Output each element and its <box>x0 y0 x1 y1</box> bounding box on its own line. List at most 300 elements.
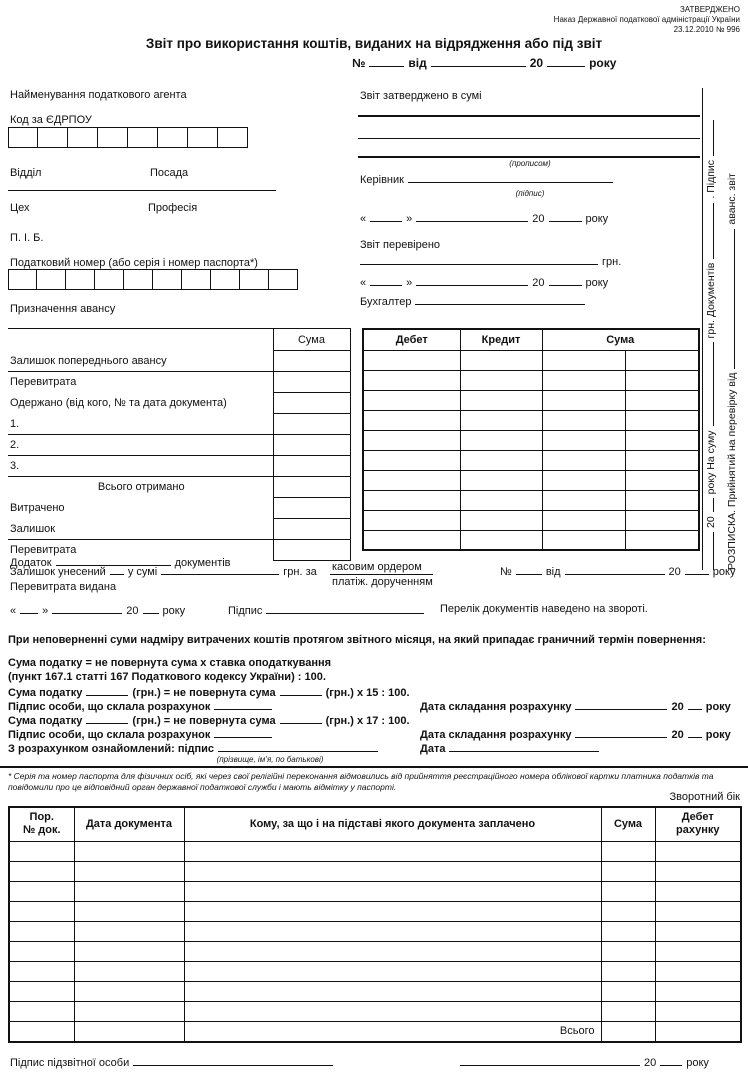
non-return-notice: При неповерненні суми надміру витрачених коштів протягом звітного місяця, на який припадає граничний термін повернення: <box>8 634 706 646</box>
sum-cell[interactable] <box>273 519 350 540</box>
fill-in-blank[interactable] <box>86 713 128 724</box>
line-text: грн. <box>602 256 622 268</box>
ledger-sum-cell[interactable] <box>542 510 625 530</box>
ledger-debit-cell[interactable] <box>363 510 460 530</box>
fill-in-blank[interactable] <box>110 564 124 575</box>
ledger-credit-cell[interactable] <box>460 490 542 510</box>
edrpou-cell[interactable] <box>8 127 38 148</box>
line-text: року <box>705 701 731 713</box>
expense-paid-to-cell[interactable] <box>184 941 601 961</box>
tax-calc-17-line <box>8 713 410 727</box>
ledger-credit-cell[interactable] <box>460 370 542 390</box>
ledger-credit-cell[interactable] <box>460 410 542 430</box>
sum-cell[interactable] <box>273 477 350 498</box>
ledger-sum-cell[interactable] <box>625 530 699 550</box>
sum-cell[interactable] <box>273 435 350 456</box>
line-text: Підпис підзвітної особи <box>10 1057 130 1069</box>
payment-method-options <box>330 561 433 588</box>
calc-author-signature-line <box>8 699 272 713</box>
expense-paid-to-cell[interactable] <box>184 841 601 861</box>
order-doc-line <box>500 564 735 578</box>
ledger-sum-cell[interactable] <box>542 370 625 390</box>
ledger-credit-cell[interactable] <box>460 350 542 370</box>
ledger-row <box>363 430 699 450</box>
calc-date-line <box>420 699 731 713</box>
deposited-line <box>10 564 317 578</box>
line-text: грн. за <box>283 566 317 578</box>
accountable-person-signature-line <box>10 1055 333 1069</box>
expense-sum-cell[interactable] <box>601 841 655 861</box>
expense-row <box>9 921 741 941</box>
expense-header-doc-date: Дата документа <box>74 807 184 841</box>
fill-in-blank[interactable] <box>133 1055 333 1066</box>
advance-purpose-label: Призначення авансу <box>10 303 116 315</box>
ledger-debit-cell[interactable] <box>363 350 460 370</box>
line-text: від <box>408 56 427 70</box>
sum-cell[interactable] <box>273 456 350 477</box>
payment-order-option: платіж. дорученням <box>332 576 433 588</box>
expense-paid-to-cell[interactable] <box>184 901 601 921</box>
line-text: Бухгалтер <box>360 296 412 308</box>
fill-in-blank[interactable] <box>370 275 402 286</box>
section-divider <box>0 766 748 768</box>
line-text: 20 <box>671 701 684 713</box>
fill-in-blank[interactable] <box>161 564 279 575</box>
back-side-label: Зворотний бік <box>669 791 740 803</box>
fill-in-blank[interactable] <box>565 564 665 575</box>
sum-cell[interactable] <box>273 393 350 414</box>
tax-number-label: Податковий номер (або серія і номер паспорта*) <box>10 257 258 269</box>
expense-paid-to-cell[interactable] <box>184 861 601 881</box>
edrpou-cell[interactable] <box>98 127 128 148</box>
expense-total-sum-cell[interactable] <box>601 1021 655 1042</box>
fill-in-blank[interactable] <box>360 254 598 265</box>
expense-sum-cell[interactable] <box>601 861 655 881</box>
line-text: « <box>10 605 17 617</box>
expense-doc-no-cell[interactable] <box>9 861 74 881</box>
fill-in-blank[interactable] <box>549 275 582 286</box>
ledger-sum-cell[interactable] <box>542 470 625 490</box>
receipt-stub-inner-line <box>704 88 725 570</box>
fill-in-blank[interactable] <box>214 727 272 738</box>
tax-number-cell[interactable] <box>8 269 37 290</box>
fill-in-blank[interactable] <box>408 172 613 183</box>
expense-doc-no-cell[interactable] <box>9 1021 74 1042</box>
edrpou-cell[interactable] <box>68 127 98 148</box>
footer-date-line <box>460 1055 709 1069</box>
fullname-label: П. І. Б. <box>10 232 44 244</box>
ledger-sum-cell[interactable] <box>625 470 699 490</box>
line-text: року <box>712 566 736 578</box>
tax-calc-15-line <box>8 685 410 699</box>
advance-row-label: Витрачено <box>10 502 65 514</box>
ledger-sum-cell[interactable] <box>625 350 699 370</box>
expense-paid-to-cell[interactable] <box>184 1001 601 1021</box>
line-text: З розрахунком ознайомлений: підпис <box>8 743 215 755</box>
fill-in-blank[interactable] <box>660 1055 682 1066</box>
checked-sum-line <box>360 254 621 268</box>
fill-in-blank[interactable] <box>688 727 702 738</box>
tax-number-cell[interactable] <box>95 269 124 290</box>
fill-in-blank[interactable] <box>704 120 714 156</box>
ledger-row <box>363 510 699 530</box>
expense-paid-to-cell[interactable] <box>184 981 601 1001</box>
ledger-debit-cell[interactable] <box>363 430 460 450</box>
edrpou-cells <box>8 127 248 148</box>
expense-sum-cell[interactable] <box>601 941 655 961</box>
ledger-row <box>363 450 699 470</box>
expense-sum-cell[interactable] <box>601 901 655 921</box>
line-text: 20 <box>668 566 681 578</box>
expense-row <box>9 841 741 861</box>
expense-doc-date-cell[interactable] <box>74 1021 184 1042</box>
report-checked-label: Звіт перевірено <box>360 239 441 251</box>
approved-sum-fill-line[interactable] <box>358 138 700 139</box>
tax-number-cell[interactable] <box>37 269 66 290</box>
full-name-hint: (прізвище, ім’я, по батькові) <box>216 755 324 764</box>
fill-in-blank[interactable] <box>214 699 272 710</box>
approved-sum-fill-line[interactable] <box>358 115 700 117</box>
expense-total-debit-cell[interactable] <box>655 1021 741 1042</box>
line-text: грн. Документів <box>705 262 717 339</box>
fill-in-blank[interactable] <box>575 699 667 710</box>
expense-doc-no-cell[interactable] <box>9 921 74 941</box>
ledger-sum-cell[interactable] <box>625 390 699 410</box>
acknowledged-signature-line <box>8 741 378 755</box>
line-text: » <box>406 213 413 225</box>
expense-table-header-row <box>9 807 741 841</box>
ledger-debit-cell[interactable] <box>363 370 460 390</box>
ledger-credit-cell[interactable] <box>460 510 542 530</box>
position-label: Посада <box>150 167 189 179</box>
approved-sum-fill-line[interactable] <box>358 156 700 158</box>
line-text: (грн.) х 17 : 100. <box>325 715 410 727</box>
fill-in-blank[interactable] <box>575 727 667 738</box>
line-text: Дата <box>420 743 446 755</box>
tax-number-cell[interactable] <box>240 269 269 290</box>
page-title: Звіт про використання коштів, виданих на відрядження або під звіт <box>145 36 603 51</box>
line-text: 20 <box>532 277 545 289</box>
expense-doc-date-cell[interactable] <box>74 901 184 921</box>
sum-cell[interactable] <box>273 414 350 435</box>
fill-in-blank[interactable] <box>52 603 122 614</box>
in-words-hint: (прописом) <box>509 159 551 168</box>
ledger-debit-cell[interactable] <box>363 530 460 550</box>
line-text: року <box>162 605 186 617</box>
expense-doc-date-cell[interactable] <box>74 921 184 941</box>
sum-column-header: Сума <box>273 329 350 351</box>
expense-debit-cell[interactable] <box>655 881 741 901</box>
fill-in-blank[interactable] <box>460 1055 640 1066</box>
fill-in-blank[interactable] <box>431 56 526 67</box>
line-text: (грн.) х 15 : 100. <box>325 687 410 699</box>
ledger-row <box>363 390 699 410</box>
advance-row-label: 2. <box>8 435 273 456</box>
fill-in-blank[interactable] <box>725 229 735 369</box>
tax-number-cell[interactable] <box>182 269 211 290</box>
tax-formula-line: Сума податку = не повернута сума х ставка оподаткування <box>8 657 332 669</box>
fill-in-blank[interactable] <box>280 713 322 724</box>
line-text: у сумі <box>127 566 158 578</box>
expense-debit-cell[interactable] <box>655 961 741 981</box>
ledger-credit-cell[interactable] <box>460 530 542 550</box>
expense-debit-cell[interactable] <box>655 901 741 921</box>
line-text: 20 <box>671 729 684 741</box>
expense-header-sum: Сума <box>601 807 655 841</box>
ledger-debit-cell[interactable] <box>363 470 460 490</box>
expense-sum-cell[interactable] <box>601 921 655 941</box>
expense-debit-cell[interactable] <box>655 861 741 881</box>
ledger-sum-cell[interactable] <box>625 450 699 470</box>
expense-debit-cell[interactable] <box>655 921 741 941</box>
expense-total-row <box>9 1021 741 1042</box>
profession-label: Професія <box>148 202 198 214</box>
line-text: » <box>42 605 49 617</box>
line-text: 20 <box>644 1057 657 1069</box>
expense-debit-cell[interactable] <box>655 841 741 861</box>
line-text: року <box>705 729 731 741</box>
approved-sum-label: Звіт затверджено в сумі <box>360 90 482 102</box>
advance-row-label: Залишок попереднього авансу <box>8 351 273 372</box>
line-text: РОЗПИСКА. Прийнятий на перевірку від <box>726 372 738 570</box>
expense-sum-cell[interactable] <box>601 981 655 1001</box>
expense-debit-cell[interactable] <box>655 941 741 961</box>
fill-in-blank[interactable] <box>143 603 159 614</box>
fill-in-blank[interactable] <box>547 56 585 67</box>
expense-row <box>9 881 741 901</box>
approval-stamp-line: 23.12.2010 № 996 <box>673 25 740 34</box>
ledger-sum-cell[interactable] <box>625 510 699 530</box>
ledger-sum-cell[interactable] <box>625 410 699 430</box>
fill-in-blank[interactable] <box>704 342 714 426</box>
ledger-debit-cell[interactable] <box>363 490 460 510</box>
fill-in-blank[interactable] <box>549 211 582 222</box>
expense-paid-to-cell[interactable] <box>184 961 601 981</box>
line-text: (грн.) = не повернута сума <box>132 687 276 699</box>
ledger-row <box>363 490 699 510</box>
fill-in-blank[interactable] <box>280 685 322 696</box>
ledger-sum-cell[interactable] <box>625 430 699 450</box>
ledger-sum-cell[interactable] <box>625 370 699 390</box>
line-text: року <box>686 1057 709 1069</box>
fill-in-blank[interactable] <box>218 741 378 752</box>
advance-row-label: Всього отримано <box>97 481 185 494</box>
checked-date-line <box>360 275 608 289</box>
expense-doc-no-cell[interactable] <box>9 941 74 961</box>
expense-row <box>9 941 741 961</box>
tax-number-cell[interactable] <box>269 269 298 290</box>
line-text: 20 <box>532 213 545 225</box>
line-text: Залишок унесений <box>10 566 106 578</box>
head-signature-line <box>360 172 613 186</box>
accountant-signature-line <box>360 294 585 308</box>
expense-row <box>9 901 741 921</box>
line-text: документів <box>174 557 231 569</box>
expense-row <box>9 981 741 1001</box>
ledger-sum-cell[interactable] <box>542 430 625 450</box>
line-text: . Підпис <box>705 159 717 199</box>
line-text: Додаток <box>10 557 52 569</box>
line-text: Дата складання розрахунку <box>420 701 572 713</box>
ledger-credit-cell[interactable] <box>460 430 542 450</box>
line-text: 20 <box>705 516 717 528</box>
tax-number-cells <box>8 269 298 290</box>
fill-in-blank[interactable] <box>685 564 709 575</box>
advance-row-label: Перевитрата <box>10 544 77 557</box>
expense-doc-date-cell[interactable] <box>74 981 184 1001</box>
tax-number-cell[interactable] <box>124 269 153 290</box>
fill-in-blank[interactable] <box>86 685 128 696</box>
expense-sum-cell[interactable] <box>601 1001 655 1021</box>
edrpou-cell[interactable] <box>158 127 188 148</box>
expense-doc-no-cell[interactable] <box>9 841 74 861</box>
ledger-debit-cell[interactable] <box>363 410 460 430</box>
sum-cell[interactable] <box>273 498 350 519</box>
expense-table <box>8 806 742 1043</box>
advance-summary-table <box>8 328 351 561</box>
dept-label: Відділ <box>10 167 42 179</box>
line-text: року <box>589 56 617 70</box>
fill-in-blank[interactable] <box>688 699 702 710</box>
expense-doc-no-cell[interactable] <box>9 961 74 981</box>
expense-paid-to-cell[interactable] <box>184 881 601 901</box>
fill-in-blank[interactable] <box>266 603 424 614</box>
ledger-sum-cell[interactable] <box>542 350 625 370</box>
ledger-debit-cell[interactable] <box>363 450 460 470</box>
fill-in-blank[interactable] <box>369 56 404 67</box>
fill-in-blank[interactable] <box>516 564 542 575</box>
calc-author-signature-line <box>8 727 272 741</box>
ledger-sum-cell[interactable] <box>542 450 625 470</box>
expense-row <box>9 961 741 981</box>
expense-doc-date-cell[interactable] <box>74 941 184 961</box>
ledger-row <box>363 530 699 550</box>
line-text: Сума податку <box>8 715 83 727</box>
fill-in-blank[interactable] <box>704 498 714 512</box>
expense-doc-date-cell[interactable] <box>74 1001 184 1021</box>
advance-row-label: 1. <box>8 414 273 435</box>
expense-sum-cell[interactable] <box>601 881 655 901</box>
fill-in-blank[interactable] <box>449 741 599 752</box>
fill-in-blank[interactable] <box>20 603 38 614</box>
expense-debit-cell[interactable] <box>655 1001 741 1021</box>
expense-doc-no-cell[interactable] <box>9 901 74 921</box>
edrpou-cell[interactable] <box>128 127 158 148</box>
advance-row-label: Перевитрата <box>10 376 77 389</box>
line-text: № <box>352 56 366 70</box>
expense-doc-no-cell[interactable] <box>9 981 74 1001</box>
ledger-credit-cell[interactable] <box>460 390 542 410</box>
approval-stamp-line: ЗАТВЕРДЖЕНО <box>679 5 740 14</box>
expense-doc-date-cell[interactable] <box>74 861 184 881</box>
line-text: Підпис особи, що склала розрахунок <box>8 701 211 713</box>
shop-label: Цех <box>10 202 30 214</box>
fill-in-blank[interactable] <box>415 294 585 305</box>
line-text: року <box>585 277 609 289</box>
line-text: року На суму <box>705 430 717 495</box>
cash-order-option: касовим ордером <box>330 561 433 575</box>
settlement-signature-line <box>228 603 424 617</box>
line-text: 20 <box>529 56 544 70</box>
edrpou-cell[interactable] <box>38 127 68 148</box>
ledger-sum-cell[interactable] <box>542 410 625 430</box>
acknowledged-date-line <box>420 741 599 755</box>
line-text: № <box>500 566 512 578</box>
expense-debit-cell[interactable] <box>655 981 741 1001</box>
ledger-debit-cell[interactable] <box>363 390 460 410</box>
approval-date-line <box>360 211 608 225</box>
approval-stamp <box>410 5 740 35</box>
ledger-header-sum: Сума <box>542 329 699 350</box>
ledger-header-debit: Дебет <box>363 329 460 350</box>
line-text: аванс. звіт <box>726 173 738 225</box>
ledger-sum-cell[interactable] <box>542 490 625 510</box>
fill-in-blank[interactable] <box>704 203 714 259</box>
tax-number-cell[interactable] <box>153 269 182 290</box>
tax-number-cell[interactable] <box>211 269 240 290</box>
sum-cell[interactable] <box>273 351 350 372</box>
advance-row-label: Залишок <box>8 519 273 540</box>
line-text: » <box>406 277 413 289</box>
fill-in-blank[interactable] <box>416 275 528 286</box>
fill-in-blank[interactable] <box>370 211 402 222</box>
approval-stamp-line: Наказ Державної податкової адміністрації України <box>553 15 740 24</box>
expense-doc-date-cell[interactable] <box>74 881 184 901</box>
line-text: Підпис особи, що склала розрахунок <box>8 729 211 741</box>
ledger-sum-cell[interactable] <box>542 390 625 410</box>
tax-number-cell[interactable] <box>66 269 95 290</box>
expense-sum-cell[interactable] <box>601 961 655 981</box>
sum-cell[interactable] <box>273 372 350 393</box>
expense-row <box>9 861 741 881</box>
line-text: Керівник <box>360 174 404 186</box>
calc-date-line <box>420 727 731 741</box>
sum-cell[interactable] <box>273 540 350 561</box>
tax-formula-line: (пункт 167.1 статті 167 Податкового кодексу України) : 100. <box>8 671 326 683</box>
expense-doc-date-cell[interactable] <box>74 961 184 981</box>
expense-header-doc-no: Пор. № док. <box>9 807 74 841</box>
expense-doc-date-cell[interactable] <box>74 841 184 861</box>
receipt-stub-outer-line <box>725 88 746 570</box>
ledger-sum-cell[interactable] <box>625 490 699 510</box>
expense-doc-no-cell[interactable] <box>9 1001 74 1021</box>
ledger-row <box>363 350 699 370</box>
line-text: « <box>360 213 367 225</box>
passport-footnote: * Серія та номер паспорта для фізичних осіб, які через свої релігійні переконання відмовились від прийняття реєстраційного номера облікової картки платника податків та повідомили про це відповідний орган державної податкової служби і мають відмітку у паспорті. <box>8 771 714 792</box>
signature-hint: (підпис) <box>515 189 545 198</box>
edrpou-cell[interactable] <box>218 127 248 148</box>
line-text: від <box>545 566 561 578</box>
ledger-credit-cell[interactable] <box>460 450 542 470</box>
expense-header-paid-to: Кому, за що і на підставі якого документа заплачено <box>184 807 601 841</box>
fill-in-blank[interactable] <box>416 211 528 222</box>
expense-header-debit: Дебет рахунку <box>655 807 741 841</box>
edrpou-cell[interactable] <box>188 127 218 148</box>
advance-purpose-fill-line[interactable] <box>8 329 273 351</box>
ledger-table <box>362 328 700 551</box>
ledger-header-credit: Кредит <box>460 329 542 350</box>
ledger-row <box>363 370 699 390</box>
dept-position-fill-line[interactable] <box>8 190 276 191</box>
expense-paid-to-cell[interactable] <box>184 921 601 941</box>
ledger-sum-cell[interactable] <box>542 530 625 550</box>
expense-doc-no-cell[interactable] <box>9 881 74 901</box>
line-text: року <box>585 213 609 225</box>
ledger-credit-cell[interactable] <box>460 470 542 490</box>
agent-name-label: Найменування податкового агента <box>10 89 187 101</box>
line-text: Дата складання розрахунку <box>420 729 572 741</box>
line-text: 20 <box>126 605 139 617</box>
